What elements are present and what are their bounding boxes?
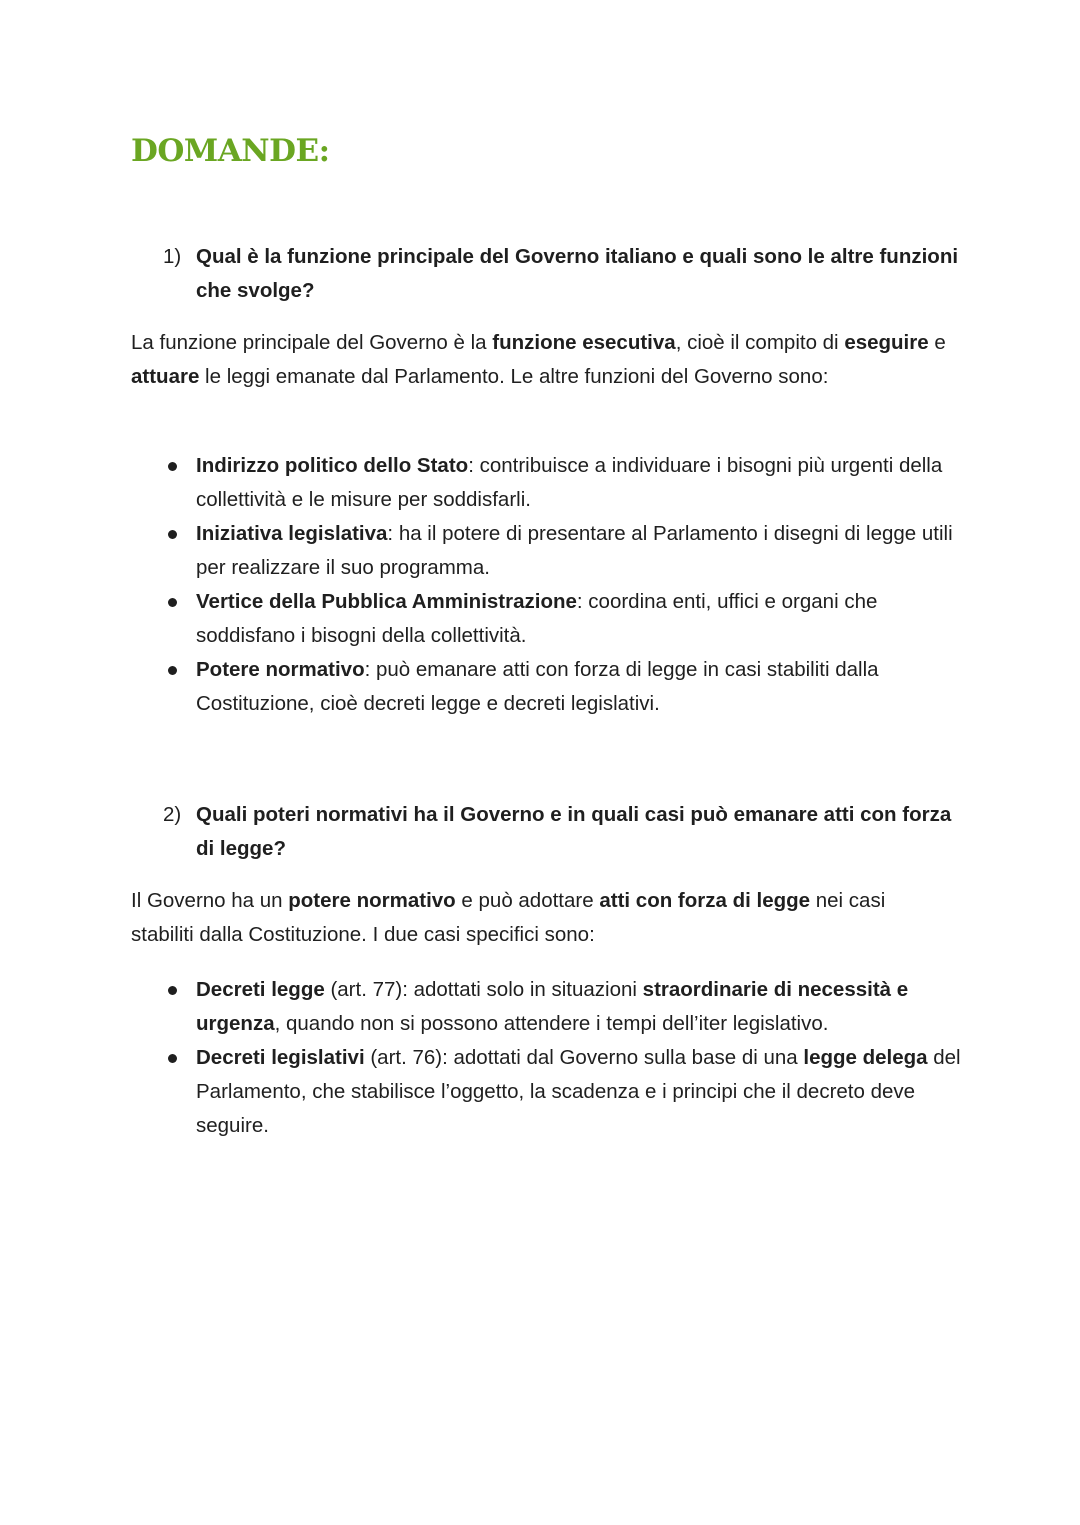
list-item-term: Indirizzo politico dello Stato (196, 454, 469, 477)
answer-bold-text: funzione esecutiva (492, 331, 676, 354)
answer-1-paragraph (131, 326, 951, 394)
answer-bold-text: potere normativo (288, 889, 456, 912)
list-item-term: Vertice della Pubblica Amministrazione (196, 590, 577, 613)
list-item-text: : contribuisce a individuare i bisogni più urgenti della collettività e le misure per soddisfarli. (196, 454, 943, 511)
list-item-text: : può emanare atti con forza di legge in casi stabiliti dalla Costituzione, cioè decreti legge e decreti legislativi. (196, 658, 879, 715)
question-text: Qual è la funzione principale del Governo italiano e quali sono le altre funzioni che svolge? (196, 245, 959, 302)
list-item (131, 653, 961, 721)
list-item (131, 585, 961, 653)
answer-1-bullet-list (131, 449, 961, 721)
answer-2-bullet-list (131, 973, 961, 1143)
list-item-text: : coordina enti, uffici e organi che soddisfano i bisogni della collettività. (196, 590, 878, 647)
answer-text: , cioè il compito di (675, 331, 845, 354)
page-heading: DOMANDE: (131, 133, 330, 169)
bullet-dot-icon (168, 598, 177, 607)
bullet-dot-icon (168, 462, 177, 471)
list-item-text: (art. 77): adottati solo in situazioni (324, 978, 643, 1001)
bullet-dot-icon (168, 986, 177, 995)
list-item-term: Iniziativa legislativa (196, 522, 388, 545)
question-2 (131, 798, 961, 866)
list-item (131, 973, 961, 1041)
answer-text: le leggi emanate dal Parlamento. Le altre funzioni del Governo sono: (199, 365, 829, 388)
list-item-text: : ha il potere di presentare al Parlamento i disegni di legge utili per realizzare il suo programma. (196, 522, 953, 579)
list-item-text: , quando non si possono attendere i tempi dell’iter legislativo. (274, 1012, 829, 1035)
answer-bold-text: eseguire (844, 331, 929, 354)
bullet-dot-icon (168, 1054, 177, 1063)
bullet-dot-icon (168, 666, 177, 675)
question-1 (131, 240, 961, 308)
question-text: Quali poteri normativi ha il Governo e in quali casi può emanare atti con forza di legge? (196, 803, 952, 860)
list-item-bold-text: straordinarie di necessità e urgenza (196, 978, 909, 1035)
answer-text: Il Governo ha un (131, 889, 289, 912)
list-item (131, 517, 961, 585)
list-item-bold-text: legge delega (803, 1046, 928, 1069)
list-item (131, 449, 961, 517)
answer-bold-text: attuare (131, 365, 200, 388)
list-item-text: (art. 76): adottati dal Governo sulla base di una (364, 1046, 804, 1069)
list-item-text: del Parlamento, che stabilisce l’oggetto, la scadenza e i principi che il decreto deve seguire. (196, 1046, 961, 1137)
list-item-term: Decreti legge (196, 978, 325, 1001)
list-item-term: Decreti legislativi (196, 1046, 365, 1069)
question-number: 2) (163, 803, 182, 826)
answer-bold-text: atti con forza di legge (599, 889, 811, 912)
list-item (131, 1041, 961, 1143)
answer-text: nei casi stabiliti dalla Costituzione. I due casi specifici sono: (131, 889, 886, 946)
answer-2-paragraph (131, 884, 951, 952)
list-item-term: Potere normativo (196, 658, 365, 681)
question-number: 1) (163, 245, 182, 268)
answer-text: La funzione principale del Governo è la (131, 331, 493, 354)
bullet-dot-icon (168, 530, 177, 539)
answer-text: e può adottare (455, 889, 600, 912)
answer-text: e (928, 331, 946, 354)
